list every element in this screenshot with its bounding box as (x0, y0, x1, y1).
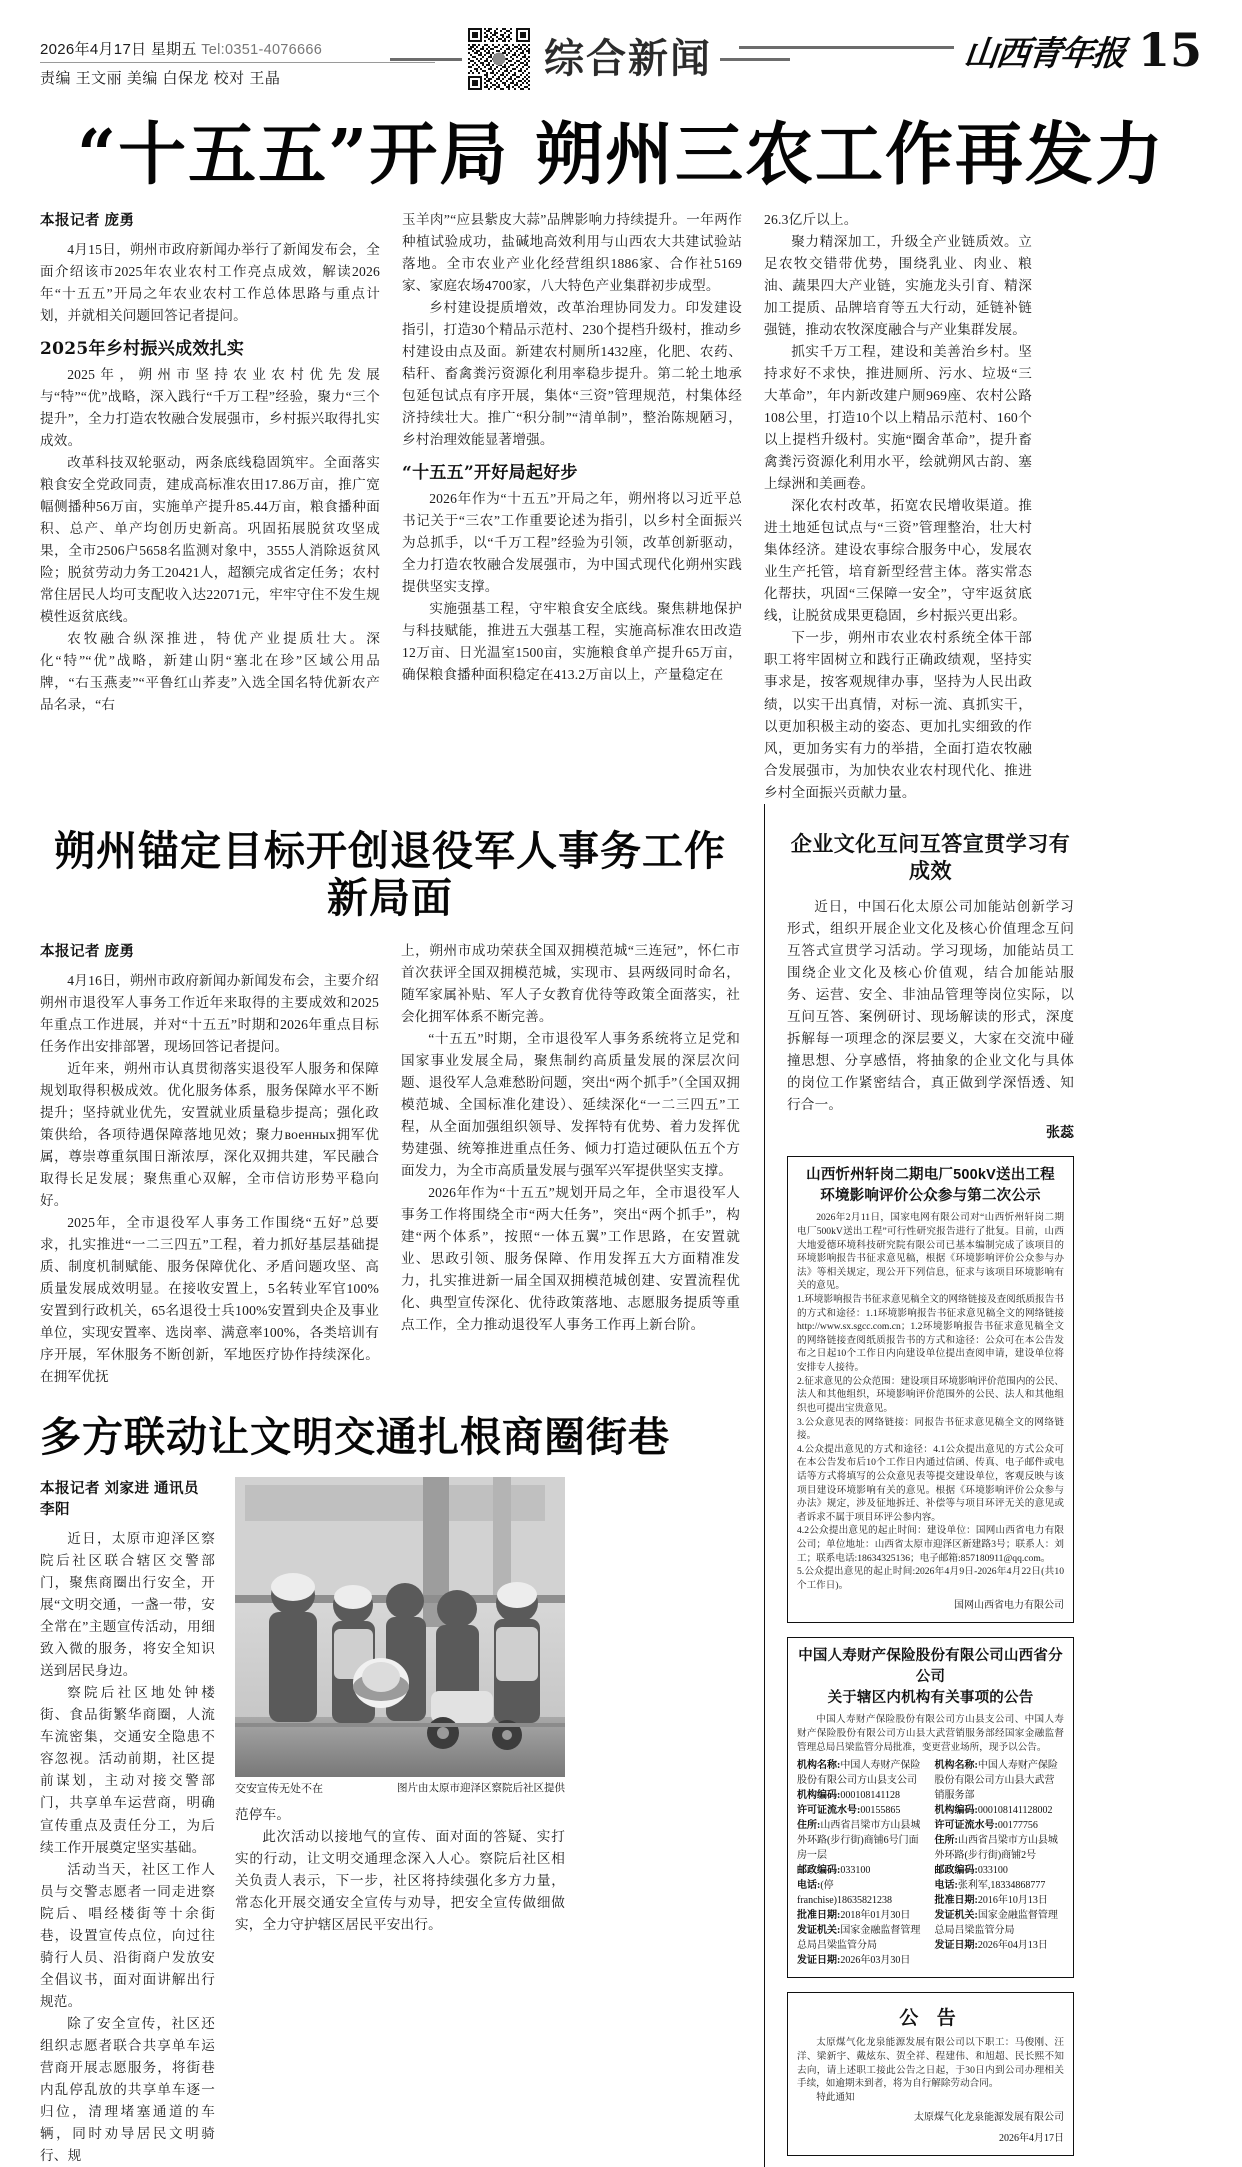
section-banner (390, 28, 790, 90)
notice3-title: 公 告 (899, 2007, 962, 2030)
notice1-title-line1: 山西忻州轩岗二期电厂500kV送出工程 (806, 1167, 1055, 1184)
rail-article-title: 企业文化互问互答宣贯学习有成效 (790, 830, 1071, 883)
paragraph: 4月15日，朔州市政府新闻办举行了新闻发布会，全面介绍该市2025年农业农村工作亮点成效，解读2026年“十五五”开局之年农业农村工作总体思路与重点计划，并就相关问题回答记者提问。 (40, 242, 380, 324)
notice1-paragraph: 4.2公众提出意见的起止时间：建设单位：国网山西省电力有限公司；单位地址：山西省太原市迎泽区新建路3号；联系人：刘工；联系电话:18634325136；电子邮箱:857180911@qq.com。 (797, 1525, 1064, 1564)
article2-byline: 本报记者 庞勇 (40, 943, 135, 960)
paragraph: 玉羊肉”“应县紫皮大蒜”品牌影响力持续提升。一年两作种植试验成功，盐碱地高效利用与山西农大共建试验站落地。全市农业产业化经营组织1886家、合作社5169家、家庭农场4700家，八大特色产业集群初步成型。 (402, 212, 742, 294)
notice1-paragraph: 3.公众意见表的网络链接：同报告书征求意见稿全文的网络链接。 (797, 1416, 1064, 1442)
value: 000108141128 (840, 1790, 900, 1802)
value: 中国人寿财产保险股份有限公司方山县大武营销服务部 (934, 1760, 1058, 1802)
paragraph: 活动当天，社区工作人员与交警志愿者一同走进察院后、唱经楼街等十余街巷，设置宣传点位，向过往骑行人员、沿街商户发放安全倡议书，面对面讲解出行规范。 (40, 1861, 215, 2009)
value: 2016年10月13日 (977, 1895, 1048, 1907)
lead-headline: “十五五”开局 朔州三农工作再发力 (77, 115, 1165, 195)
paragraph: “十五五”时期，全市退役军人事务系统将立足党和国家事业发展全局，聚焦制约高质量发展的深层次问题、退役军人急难愁盼问题，突出“两个抓手”（全国双拥模范城、全国标准化建设）、延续深化“一二三四五”工程，从全面加强组织领导、发挥特有优势、着力发挥优势建强、统筹推进重点任务、倾力打造过硬队伍五个方面发力，为全市高质量发展与强军兴军提供坚实支撑。 (401, 1030, 740, 1179)
article-agriculture (40, 209, 1202, 803)
paragraph: 深化农村改革，拓宽农民增收渠道。推进土地延包试点与“三资”管理整治，壮大村集体经济。建设农事综合服务中心，发展农业生产托管，培育新型经营主体。落实常态化帮扶，巩固“三保障一安全”，守牢返贫底线，让脱贫成果更稳固，乡村振兴更出彩。 (764, 498, 1032, 624)
paragraph: 2026年作为“十五五”开局之年，朔州将以习近平总书记关于“三农”工作重要论述为指引，以乡村全面振兴为总抓手，以“千万工程”经验为引领，改革创新驱动，全力打造农牧融合发展强市，为中国式现代化朔州实践提供坚实支撑。 (402, 491, 742, 595)
label: 发证日期: (797, 1955, 841, 1967)
paragraph: 2025年，朔州市坚持农业农村优先发展与“特”“优”战略，深入践行“千万工程”经验，聚力“三个提升”，全力打造农牧融合发展强市，乡村振兴取得扎实成效。 (40, 367, 380, 449)
value: 2018年01月30日 (840, 1910, 911, 1922)
article1-column-2 (402, 209, 742, 803)
value: 国家金融监督管理总局吕梁监管分局 (934, 1910, 1058, 1937)
paragraph: 抓实千万工程，建设和美善治乡村。坚持求好不求快，推进厕所、污水、垃圾“三大革命”，年内新改建户厕969座、农村公路108公里，打造10个以上精品示范村、160个以上提档升级村。实施“圈舍革命”，提升畜禽粪污资源化利用水平，绘就朔风古韵、塞上绿洲和美画卷。 (764, 344, 1032, 492)
notice2-title (797, 1646, 1064, 1709)
paragraph: 实施强基工程，守牢粮食安全底线。聚焦耕地保护与科技赋能，推进五大强基工程，实施高标准农田改造12万亩、日光温室1500亩，实施粮食单产提升65万亩，确保粮食播种面积稳定在413.2万亩以上，产量稳定在 (402, 601, 742, 683)
value: 2026年04月13日 (977, 1940, 1048, 1952)
label: 住所: (797, 1820, 821, 1832)
notice-public-announcement (787, 1992, 1074, 2156)
paragraph: 近日，中国石化太原公司加能站创新学习形式，组织开展企业文化及核心价值理念互问互答式宣贯学习活动。学习现场，加能站员工围绕企业文化及核心价值观，结合加能站服务、运营、安全、非油品管理等岗位实际，以互问互答、案例研讨、现场解读的形式，深度拆解每一项理念的深层要义，大家在交流中碰撞思想、分享感悟，将抽象的企业文化与具体的岗位工作紧密结合，真正做到学深悟透、知行合一。 (787, 899, 1074, 1113)
article1-column-3 (764, 209, 1032, 803)
value: (停franchise)18635821238 (797, 1880, 892, 1907)
article3-column-1 (40, 1477, 215, 2166)
article2-column-1 (40, 940, 379, 1388)
qr-code-svg (468, 28, 530, 90)
label: 机构编码: (934, 1805, 978, 1817)
photo-caption-row (235, 1780, 565, 1796)
paragraph: 聚力精深加工，升级全产业链质效。立足农牧交错带优势，围绕乳业、肉业、粮油、蔬果四大产业链，实施龙头引育、精深加工提质、品牌培育等五大行动，延链补链强链，推动农牧深度融合与产业集群发展。 (764, 234, 1032, 338)
rail-article-signature: 张蕊 (1046, 1124, 1074, 1141)
article3-photo-block (235, 1477, 565, 2166)
qr-code-icon[interactable] (468, 28, 530, 90)
paragraph: 范停车。 (235, 1807, 291, 1823)
label: 机构名称: (797, 1760, 841, 1772)
label: 发证机关: (934, 1910, 978, 1922)
newspaper-brand: 山西青年报 (961, 34, 1127, 75)
notice2-intro: 中国人寿财产保险股份有限公司方山县支公司、中国人寿财产保险股份有限公司方山县大武营销服务部经国家金融监督管理总局吕梁监管分局批准，变更营业场所，现予以公告。 (797, 1714, 1064, 1753)
value: 国家金融监督管理总局吕梁监管分局 (797, 1925, 921, 1952)
label: 发证机关: (797, 1925, 841, 1937)
value: 00177756 (997, 1820, 1038, 1832)
article2-column-2 (401, 940, 740, 1388)
paragraph: 乡村建设提质增效，改革治理协同发力。印发建设指引，打造30个精品示范村、230个提档升级村，推动乡村建设由点及面。新建农村厕所1432座，化肥、农药、秸秆、畜禽粪污资源化利用率稳步提升。第二轮土地承包延包试点有序开展，集体“三资”管理规范，村集体经济持续壮大。推广“积分制”“清单制”，整治陈规陋习，乡村治理效能显著增强。 (402, 300, 742, 448)
value: 山西省吕梁市方山县城外环路(步行街)商铺2号 (934, 1835, 1058, 1862)
article-traffic (40, 1414, 740, 2167)
label: 发证日期: (934, 1940, 978, 1952)
paragraph: 4月16日，朔州市政府新闻办新闻发布会，主要介绍朔州市退役军人事务工作近年来取得的主要成效和2025年重点工作进展，并对“十五五”时期和2026年重点目标任务作出安排部署，现场回答记者提问。 (40, 972, 379, 1054)
news-photo (235, 1477, 565, 1777)
section-row-2 (40, 804, 1202, 2167)
notice1-title (797, 1165, 1064, 1207)
notice1-paragraph: 5.公众提出意见的起止时间:2026年4月9日-2026年4月22日(共10个工作日)。 (797, 1566, 1064, 1591)
notice-insurance-branches (787, 1637, 1074, 1978)
value: 2026年03月30日 (840, 1955, 911, 1967)
label: 批准日期: (934, 1895, 978, 1907)
paragraph: 近日，太原市迎泽区察院后社区联合辖区交警部门，聚焦商圈出行安全，开展“文明交通，一盏一带，安全常在”主题宣传活动，用细致入微的服务，将安全知识送到居民身边。 (40, 1531, 215, 1679)
value: 000108141128002 (977, 1805, 1053, 1817)
notice2-branch-left (797, 1758, 927, 1968)
label: 电话: (797, 1880, 821, 1892)
article3-byline: 本报记者 刘家进 通讯员 李阳 (40, 1481, 200, 1519)
paragraph: 下一步，朔州市农业农村系统全体干部职工将牢固树立和践行正确政绩观，坚持实事求是，按客观规律办事，坚持为人民出政绩，以实干出真情，对标一流、真抓实干，以更加积极主动的姿态、更加扎实细致的作风，更加务实有力的举措，全面打造农牧融合发展强市，为加快农业农村现代化、推进乡村全面振兴贡献力量。 (764, 630, 1032, 800)
news-photo-illustration (235, 1477, 565, 1777)
notice1-paragraph: 1.环境影响报告书征求意见稿全文的网络链接及查阅纸质报告书的方式和途径：1.1环境影响报告书征求意见稿全文的网络链接http://www.sx.sgcc.com.cn；1.2环境影响报告书征求意见稿全文的网络链接查阅纸质报告书的方式和途径：公众可在本公告发布之日起10个工作日内向建设单位提出查阅申请，建设单位将安排专人接待。 (797, 1294, 1064, 1374)
publication-date: 2026年4月17日 星期五 (40, 41, 197, 58)
paragraph: 26.3亿斤以上。 (764, 212, 858, 228)
section-title: 综合新闻 (544, 35, 712, 82)
label: 电话: (934, 1880, 958, 1892)
masthead (40, 0, 1202, 95)
paragraph: 2025年，全市退役军人事务工作围绕“五好”总要求，扎实推进“一二三四五”工程，着力抓好基层基础提质、制度机制赋能、服务保障优化、矛盾问题攻坚、高质量发展成效明显。在接收安置上，5名转业军官100%安置到行政机关，65名退役士兵100%安置到央企及事业单位，实现安置率、选岗率、满意率100%，各类培训有序开展，军休服务不断创新，军地医疗协作持续深化。在拥军优抚 (40, 1215, 379, 1385)
notice2-title-line1: 中国人寿财产保险股份有限公司山西省分公司 (798, 1648, 1063, 1686)
paragraph: 上，朔州市成功荣获全国双拥模范城“三连冠”，怀仁市首次获评全国双拥模范城，实现市、县两级同时命名，随军家属补贴、军人子女教育优待等政策全面落实，社会化拥军体系不断完善。 (401, 942, 740, 1024)
label: 邮政编码: (797, 1865, 841, 1877)
value: 山西省吕梁市方山县城外环路(步行街)商铺6号门面房一层 (797, 1820, 921, 1862)
notice1-paragraph: 2.征求意见的公众范围：建设项目环境影响评价范围内的公民、法人和其他组织，环境影响评价范围外的公民、法人和其他组织也可提出宝贵意见。 (797, 1375, 1064, 1414)
value: 中国人寿财产保险股份有限公司方山县支公司 (797, 1760, 921, 1787)
label: 邮政编码: (934, 1865, 978, 1877)
article2-headline: 朔州锚定目标开创退役军人事务工作新局面 (54, 826, 726, 922)
paragraph: 近年来，朔州市认真贯彻落实退役军人服务和保障规划取得积极成效。优化服务体系，服务保障水平不断提升；坚持就业优先，安置就业质量稳步提高；强化政策供给，各项待遇保障落地见效；聚力военных拥军优属，尊崇尊重氛围日渐浓厚，深化双拥共建，军民融合取得长足发展；聚焦重心双解，全市信访形势平稳向好。 (40, 1060, 379, 1209)
phone-number: Tel:0351-4076666 (201, 42, 323, 58)
article1-column-1 (40, 209, 380, 803)
page-number: 15 (1137, 23, 1202, 77)
paragraph: 此次活动以接地气的宣传、面对面的答疑、实打实的行动，让文明交通理念深入人心。察院后社区相关负责人表示，下一步，社区将持续强化多方力量，常态化开展交通安全宣传与劝导，把安全宣传做细做实，全力守护辖区居民平安出行。 (235, 1829, 565, 1933)
paragraph: 农牧融合纵深推进，特优产业提质壮大。深化“特”“优”战略，新建山阴“塞北在珍”区域公用品牌，“右玉燕麦”“平鲁红山荞麦”入选全国名特优新农产品名录，“右 (40, 631, 380, 713)
notice3-signature-company: 太原煤气化龙泉能源发展有限公司 (914, 2112, 1064, 2124)
paragraph: 察院后社区地处钟楼街、食品街繁华商圈，人流车流密集，交通安全隐患不容忽视。活动前期，社区提前谋划，主动对接交警部门，共享单车运营商，明确宣传重点及责任分工，为后续工作开展奠定坚实基础。 (40, 1685, 215, 1855)
paragraph: 改革科技双轮驱动，两条底线稳固筑牢。全面落实粮食安全党政同责，建成高标准农田17.86万亩，推广宽幅侧播种56万亩，实施单产提升85.44万亩，粮食播种面积、总产、单产均创历史新高。巩固拓展脱贫攻坚成果，全市2506户5658名监测对象中，3555人消除返贫风险；脱贫劳动力务工20421人，超额完成省定任务；农村常住居民人均可支配收入达22071元，牢牢守住不发生规模性返贫底线。 (40, 455, 380, 625)
notice3-paragraph: 太原煤气化龙泉能源发展有限公司以下职工：马俊刚、汪洋、梁新宇、戴炫东、贺全祥、程建伟、和旭超、民长熙不知去向，请上述职工接此公告之日起，于30日内到公司办理相关手续，如逾期未到者，将为自行解除劳动合同。 (797, 2037, 1064, 2090)
notice1-title-line2: 环境影响评价公众参与第二次公示 (820, 1188, 1041, 1205)
notice2-title-line2: 关于辖区内机构有关事项的公告 (827, 1690, 1034, 1707)
paragraph: 2026年作为“十五五”规划开局之年，全市退役军人事务工作将围绕全市“两大任务”，突出“两个抓手”，构建“两个体系”，按照“一体五翼”工作思路，在安置就业、思政引领、服务保障、作用发挥五大方面精准发力，扎实推进新一届全国双拥模范城创建、安置流程优化、典型宣传深化、优待政策落地、志愿服务提质等重点工作，全力推动退役军人事务工作再上新台阶。 (401, 1185, 740, 1333)
value: 00155865 (860, 1805, 901, 1817)
notice3-paragraph: 特此通知 (816, 2091, 855, 2103)
label: 许可证流水号: (934, 1820, 998, 1832)
value: 033100 (977, 1865, 1008, 1877)
article1-subhead-2: “十五五”开好局起好步 (402, 463, 578, 484)
photo-caption: 交安宣传无处不在 (235, 1783, 323, 1796)
article1-subhead-1: 2025年乡村振兴成效扎实 (40, 339, 245, 360)
notice3-signature-date: 2026年4月17日 (999, 2133, 1064, 2145)
label: 批准日期: (797, 1910, 841, 1922)
article3-headline: 多方联动让文明交通扎根商圈街巷 (40, 1413, 670, 1462)
article-veterans (40, 804, 740, 2167)
value: 033100 (840, 1865, 871, 1877)
label: 许可证流水号: (797, 1805, 861, 1817)
right-rail (764, 804, 1074, 2167)
editor-credits: 责编 王文丽 美编 白保龙 校对 王晶 (40, 70, 281, 87)
value: 张利军,18334868777 (957, 1880, 1046, 1892)
notice-environmental-impact (787, 1156, 1074, 1623)
notice2-branch-right (935, 1758, 1065, 1968)
notice1-paragraph: 2026年2月11日，国家电网有限公司对“山西忻州轩岗二期电厂500kV送出工程”可行性研究报告进行了批复。目前，山西大地爱德环境科技研究院有限公司已基本编制完成了该项目的环境影响报告书征求意见稿，根据《环境影响评价公众参与办法》等相关规定，现公开下列信息，征求与该项目环境影响有关的意见。 (797, 1212, 1064, 1292)
notice1-signature: 国网山西省电力有限公司 (954, 1600, 1064, 1612)
photo-credit: 图片由太原市迎泽区察院后社区提供 (397, 1782, 565, 1795)
label: 机构编码: (797, 1790, 841, 1802)
label: 住所: (934, 1835, 958, 1847)
masthead-divider (40, 62, 435, 63)
article1-byline: 本报记者 庞勇 (40, 213, 135, 230)
paragraph: 除了安全宣传，社区还组织志愿者联合共享单车运营商开展志愿服务，将街巷内乱停乱放的共享单车逐一归位，清理堵塞通道的车辆，同时劝导居民文明骑行、规 (40, 2015, 215, 2163)
brand-rule (739, 46, 954, 49)
label: 机构名称: (934, 1760, 978, 1772)
notice1-paragraph: 4.公众提出意见的方式和途径：4.1公众提出意见的方式公众可在本公告发布后10个工作日内通过信函、传真、电子邮件或电话等方式将填写的公众意见表等提交建设单位，客观反映与该项目建设环境影响有关的意见。根据《环境影响评价公众参与办法》规定，涉及征地拆迁、补偿等与项目环评无关的意见或者诉求不属于项目环评公参内容。 (797, 1443, 1064, 1523)
masthead-right (739, 23, 1202, 77)
banner-rule-left (390, 58, 462, 61)
